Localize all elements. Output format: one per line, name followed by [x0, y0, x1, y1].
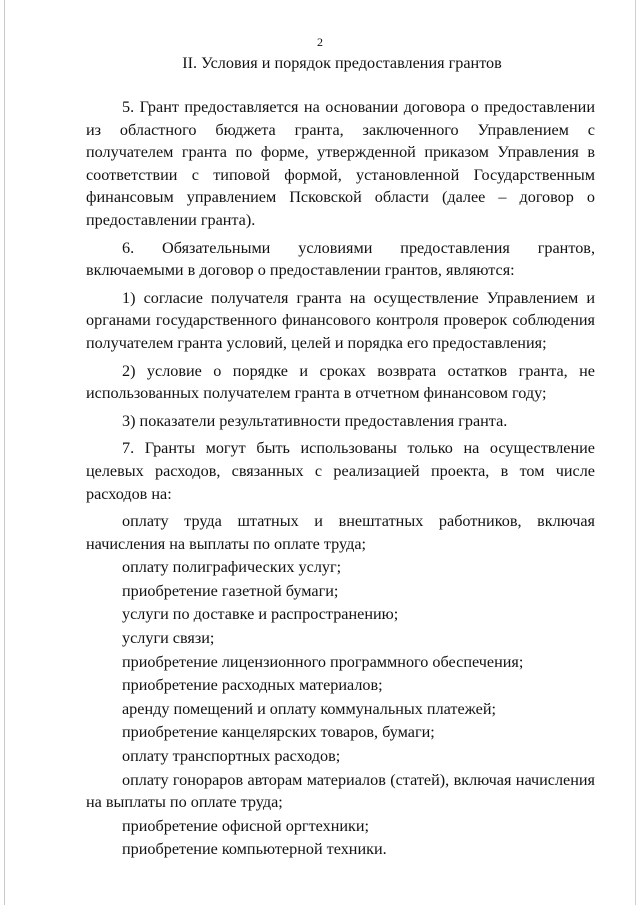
- paragraph-7: 7. Гранты могут быть использованы только на осуществление целевых расходов, связанных с реализацией проекта, в том числе расходов на:: [86, 439, 595, 503]
- expense-item: оплату труда штатных и внештатных работников, включая начисления на выплаты по оплате труда;: [86, 512, 595, 553]
- scan-edge-right: [635, 0, 636, 905]
- expense-item: приобретение компьютерной техники.: [122, 840, 387, 859]
- paragraph-6-item-2: 2) условие о порядке и сроках возврата остатков гранта, не использованных получателем гранта в отчетном финансовом году;: [86, 361, 595, 403]
- paragraph-5: 5. Грант предоставляется на основании договора о предоставлении из областного бюджета гранта, заключенного Управлением с получателем гранта по форме, утвержденной приказом Управления в соответствии с типовой формой, установленной Государственным финансовым управлением Псковской области (далее – договор о предоставлении гранта).: [86, 98, 595, 229]
- paragraph-6: 6. Обязательными условиями предоставления грантов, включаемыми в договор о предоставлении грантов, являются:: [86, 238, 595, 280]
- expense-item: услуги по доставке и распространению;: [122, 605, 399, 624]
- expense-item: оплату гонораров авторам материалов (статей), включая начисления на выплаты по оплате труда;: [86, 770, 595, 812]
- paragraph-6-item-3: 3) показатели результативности предоставления гранта.: [122, 411, 508, 430]
- document-body: [86, 96, 595, 861]
- expense-item: услуги связи;: [122, 629, 215, 648]
- page-number: 2: [317, 35, 323, 49]
- expense-item: приобретение канцелярских товаров, бумаги;: [122, 723, 435, 742]
- section-title: II. Условия и порядок предоставления грантов: [182, 54, 502, 72]
- expense-item: приобретение офисной оргтехники;: [122, 816, 370, 835]
- expense-item: оплату полиграфических услуг;: [122, 558, 342, 577]
- expense-item: оплату транспортных расходов;: [122, 747, 341, 766]
- paragraph-6-item-1: 1) согласие получателя гранта на осуществление Управлением и органами государственного финансового контроля проверок соблюдения получателем гранта условий, целей и порядка его предоставления;: [86, 288, 595, 352]
- scan-edge-left: [4, 0, 5, 905]
- expense-item: приобретение лицензионного программного обеспечения;: [122, 652, 524, 671]
- expense-item: аренду помещений и оплату коммунальных платежей;: [122, 699, 496, 718]
- expense-item: приобретение расходных материалов;: [122, 676, 383, 695]
- expense-item: приобретение газетной бумаги;: [122, 581, 339, 600]
